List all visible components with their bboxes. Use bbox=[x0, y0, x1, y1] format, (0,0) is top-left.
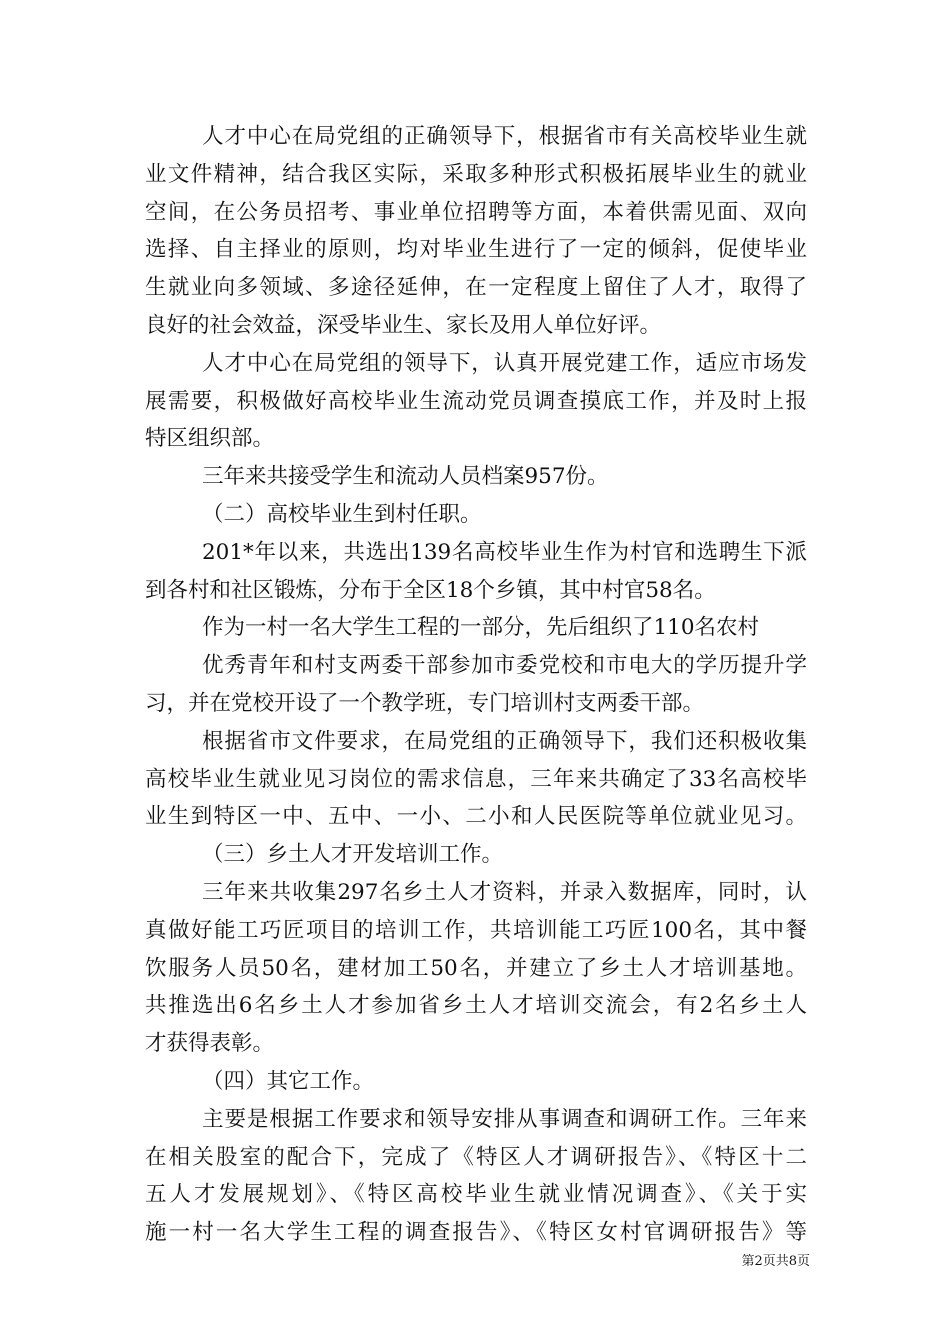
text-line: 主要是根据工作要求和领导安排从事调查和调研工作。三年来 bbox=[202, 1106, 807, 1132]
document-body bbox=[145, 118, 807, 1252]
text-line: 高校毕业生就业见习岗位的需求信息，三年来共确定了33名高校毕 bbox=[145, 766, 807, 792]
text-line: 业生到特区一中、五中、一小、二小和人民医院等单位就业见习。 bbox=[145, 804, 807, 830]
text-line: 施一村一名大学生工程的调查报告》、《特区女村官调研报告》等 bbox=[145, 1220, 807, 1246]
text-line: 根据省市文件要求，在局党组的正确领导下，我们还积极收集 bbox=[202, 728, 807, 754]
text-line: （四）其它工作。 bbox=[202, 1068, 375, 1094]
text-line: 才获得表彰。 bbox=[145, 1031, 275, 1057]
text-line: （二）高校毕业生到村任职。 bbox=[202, 501, 482, 527]
text-line: 良好的社会效益，深受毕业生、家长及用人单位好评。 bbox=[145, 312, 662, 338]
text-line: （三）乡土人才开发培训工作。 bbox=[202, 842, 504, 868]
text-line: 生就业向多领域、多途径延伸，在一定程度上留住了人才，取得了 bbox=[145, 275, 807, 301]
text-line: 在相关股室的配合下，完成了《特区人才调研报告》、《特区十二 bbox=[145, 1144, 807, 1170]
page-number: 第2页共8页 bbox=[741, 1254, 810, 1269]
text-line: 201*年以来，共选出139名高校毕业生作为村官和选聘生下派 bbox=[202, 539, 807, 565]
text-line: 共推选出6名乡土人才参加省乡土人才培训交流会，有2名乡土人 bbox=[145, 993, 807, 1019]
text-line: 到各村和社区锻炼，分布于全区18个乡镇，其中村官58名。 bbox=[145, 577, 716, 603]
text-line: 三年来共接受学生和流动人员档案957份。 bbox=[202, 464, 609, 490]
text-line: 饮服务人员50名，建材加工50名，并建立了乡土人才培训基地。 bbox=[145, 955, 807, 981]
text-line: 空间，在公务员招考、事业单位招聘等方面，本着供需见面、双向 bbox=[145, 199, 807, 225]
text-line: 特区组织部。 bbox=[145, 426, 275, 452]
text-line: 优秀青年和村支两委干部参加市委党校和市电大的学历提升学 bbox=[202, 653, 807, 679]
text-line: 业文件精神，结合我区实际，采取多种形式积极拓展毕业生的就业 bbox=[145, 161, 807, 187]
text-line: 选择、自主择业的原则，均对毕业生进行了一定的倾斜，促使毕业 bbox=[145, 237, 807, 263]
text-line: 人才中心在局党组的正确领导下，根据省市有关高校毕业生就 bbox=[202, 124, 807, 149]
text-line: 作为一村一名大学生工程的一部分，先后组织了110名农村 bbox=[202, 615, 760, 641]
text-line: 习，并在党校开设了一个教学班，专门培训村支两委干部。 bbox=[145, 690, 705, 716]
text-line: 真做好能工巧匠项目的培训工作，共培训能工巧匠100名，其中餐 bbox=[145, 917, 807, 943]
text-line: 五人才发展规划》、《特区高校毕业生就业情况调查》、《关于实 bbox=[145, 1182, 807, 1208]
text-line: 三年来共收集297名乡土人才资料，并录入数据库，同时，认 bbox=[202, 879, 807, 905]
text-line: 人才中心在局党组的领导下，认真开展党建工作，适应市场发 bbox=[202, 350, 807, 376]
text-line: 展需要，积极做好高校毕业生流动党员调查摸底工作，并及时上报 bbox=[145, 388, 807, 414]
